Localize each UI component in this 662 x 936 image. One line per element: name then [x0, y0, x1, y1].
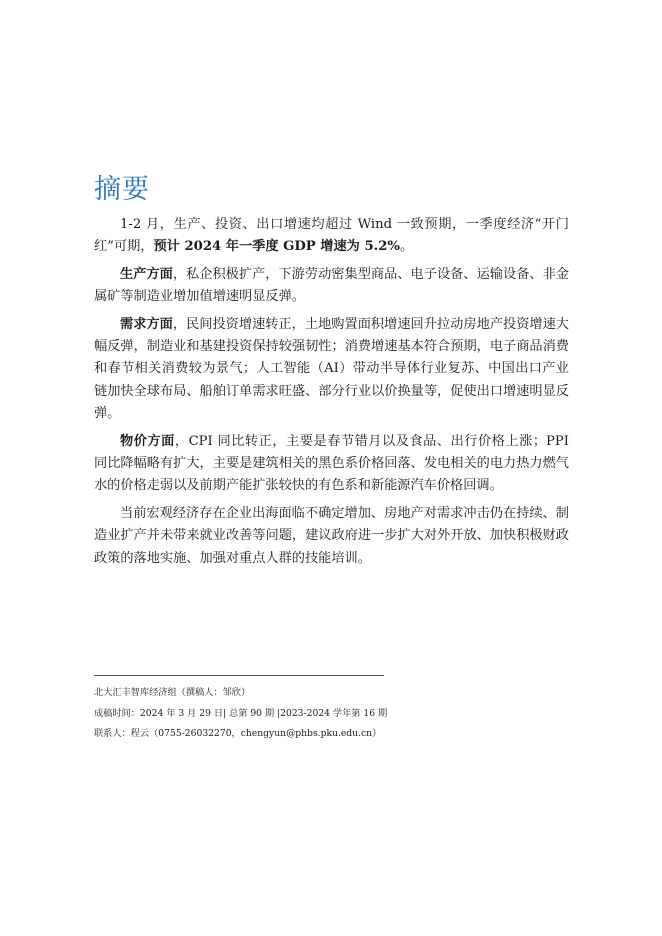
gdp-forecast-highlight: 预计 2024 年一季度 GDP 增速为 5.2% — [153, 239, 400, 255]
paragraph-text: 当前宏观经济存在企业出海面临不确定增加、房地产对需求冲击仍在持续、制造业扩产并未带来就业改善等问题，建议政府进一步扩大对外开放、加快积极财政政策的落地实施、加强对重点人群的技能培训。 — [94, 505, 569, 566]
paragraph-demand — [94, 314, 569, 426]
paragraph-prices — [94, 431, 569, 498]
page-title: 摘要 — [94, 174, 150, 205]
section-lead-production: 生产方面 — [120, 266, 173, 282]
paragraph-text: ，CPI 同比转正，主要是春节错月以及食品、出行价格上涨；PPI 同比降幅略有扩大，主要是建筑相关的黑色系价格回落、发电相关的电力热力燃气水的价格走弱以及前期产能扩张较快的有色系和新能源汽车价格回调。 — [94, 433, 569, 494]
paragraph-tail: 。 — [399, 239, 414, 255]
section-lead-demand: 需求方面 — [120, 316, 173, 332]
issue-line: 成稿时间：2024 年 3 月 29 日| 总第 90 期 |2023-2024 学年第 16 期 — [94, 707, 388, 719]
paragraph-overview — [94, 214, 569, 259]
paragraph-recommendations — [94, 503, 569, 570]
contact-line: 联系人：程云（0755-26032270，chengyun@phbs.pku.edu.cn） — [94, 728, 382, 739]
section-lead-prices: 物价方面 — [120, 433, 175, 449]
author-line: 北大汇丰智库经济组（撰稿人：邹欣） — [94, 687, 251, 698]
paragraph-production — [94, 264, 569, 309]
abstract-body — [94, 214, 569, 575]
footer-divider — [94, 675, 384, 676]
paragraph-text: ，民间投资增速转正，土地购置面积增速回升拉动房地产投资增速大幅反弹，制造业和基建投资保持较强韧性；消费增速基本符合预期，电子商品消费和春节相关消费较为景气；人工智能（AI）带动半导体行业复苏、中国出口产业链加快全球布局、船舶订单需求旺盛、部分行业以价换量等，促使出口增速明显反弹。 — [94, 316, 569, 422]
paragraph-text: 1-2 月，生产、投资、出口增速均超过 Wind 一致预期，一季度经济“开门红”可期， — [94, 217, 569, 255]
paragraph-text: ，私企积极扩产，下游劳动密集型商品、电子设备、运输设备、非金属矿等制造业增加值增速明显反弹。 — [94, 266, 569, 305]
footer-info — [94, 683, 387, 745]
